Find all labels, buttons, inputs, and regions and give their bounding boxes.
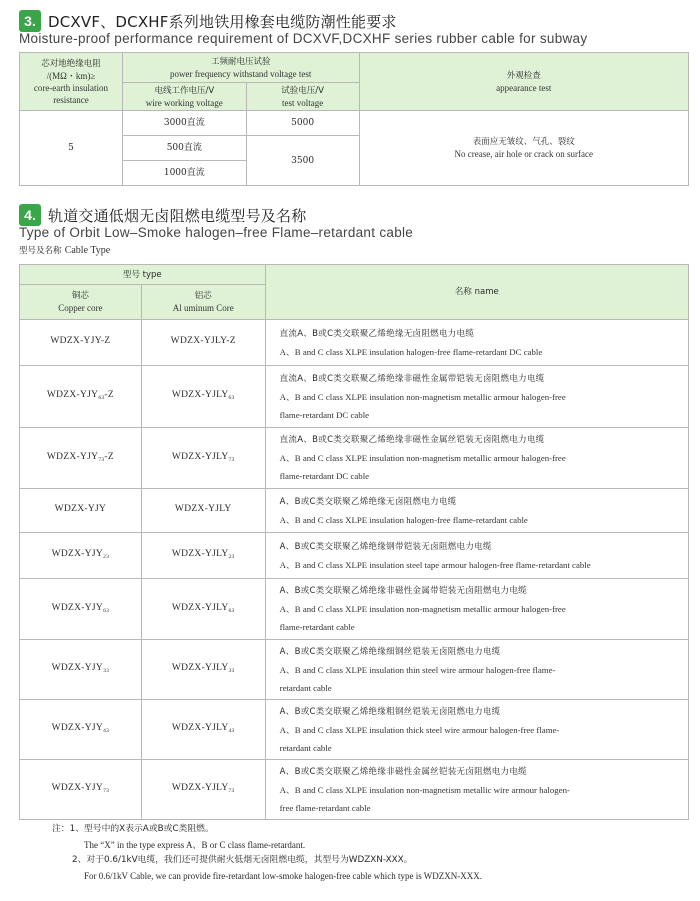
table-row bbox=[20, 579, 689, 640]
cable-name-cell bbox=[265, 533, 688, 579]
cable-name-cell bbox=[265, 489, 688, 533]
copper-model-cell-suffix: -Z bbox=[104, 451, 114, 462]
insulation-header-unit: /(MΩ・km)≥ bbox=[46, 70, 96, 81]
copper-model-cell-base: WDZX-YJY bbox=[46, 390, 99, 400]
section3-number-badge: 3. bbox=[19, 10, 41, 32]
cable-name-en: flame-retardant DC cable bbox=[279, 409, 370, 420]
copper-model-cell bbox=[20, 489, 142, 533]
section3-heading bbox=[19, 10, 397, 32]
table-row bbox=[20, 700, 689, 760]
copper-model-cell-base: WDZX-YJY bbox=[51, 723, 104, 733]
aluminum-model-cell-base: WDZX-YJLY-Z bbox=[170, 336, 236, 346]
section4-heading bbox=[19, 204, 306, 226]
cable-name-zh: A、B或C类交联聚乙烯绝缘非磁性金属丝铠装无卤阻燃电力电缆 bbox=[279, 766, 527, 777]
cable-type-label-en: Cable Type bbox=[64, 245, 111, 256]
copper-model-cell-base: WDZX-YJY-Z bbox=[50, 336, 111, 346]
copper-model-cell-base: WDZX-YJY bbox=[51, 549, 104, 559]
test-header-zh: 试验电压/V bbox=[281, 85, 324, 96]
aluminum-model-cell-subscript: 23 bbox=[228, 554, 235, 560]
copper-model-cell bbox=[20, 533, 142, 579]
working-voltage-cell: 500直流 bbox=[122, 136, 246, 161]
copper-model-cell bbox=[20, 700, 142, 760]
cable-name-en: A、B and C class XLPE insulation steel tape armour halogen-free flame-retardant cable bbox=[279, 559, 591, 570]
copper-model-cell-base: WDZX-YJY bbox=[46, 451, 99, 462]
moisture-proof-table bbox=[19, 52, 689, 186]
working-voltage-cell: 3000直流 bbox=[122, 111, 246, 136]
insulation-header-zh: 芯对地绝缘电阻 bbox=[41, 58, 101, 69]
appearance-value-zh: 表面应无皱纹、气孔、裂纹 bbox=[472, 137, 575, 147]
aluminum-model-cell bbox=[141, 640, 265, 700]
cable-name-en: free flame-retardant cable bbox=[279, 802, 371, 813]
cable-name-zh: A、B或C类交联聚乙烯绝缘粗钢丝铠装无卤阻燃电力电缆 bbox=[279, 706, 501, 717]
table-row bbox=[20, 428, 689, 489]
aluminum-model-cell bbox=[141, 760, 265, 820]
cable-name-zh: 直流A、B或C类交联聚乙烯绝缘非磁性金属带铠装无卤阻燃电力电缆 bbox=[279, 373, 545, 384]
cable-name-cell bbox=[265, 700, 688, 760]
section4-number-badge: 4. bbox=[19, 204, 41, 226]
aluminum-model-cell-subscript: 63 bbox=[228, 395, 235, 401]
section3-subtitle: Moisture-proof performance requirement of DCXVF,DCXHF series rubber cable for subway bbox=[19, 31, 588, 46]
copper-model-cell-subscript: 73 bbox=[98, 456, 105, 463]
copper-model-cell-subscript: 73 bbox=[103, 788, 110, 794]
insulation-header-en: core-earth insulation resistance bbox=[33, 82, 109, 105]
appearance-value bbox=[359, 111, 688, 186]
aluminum-model-cell bbox=[141, 366, 265, 428]
insulation-value: 5 bbox=[20, 111, 123, 186]
copper-model-cell bbox=[20, 428, 142, 489]
cable-name-cell bbox=[265, 428, 688, 489]
copper-model-cell bbox=[20, 579, 142, 640]
test-header-en: test voltage bbox=[281, 97, 324, 108]
aluminum-model-cell bbox=[141, 533, 265, 579]
copper-model-cell-suffix: -Z bbox=[104, 390, 114, 400]
copper-model-cell bbox=[20, 366, 142, 428]
aluminum-model-cell bbox=[141, 320, 265, 366]
table-row bbox=[20, 533, 689, 579]
cable-name-zh: 直流A、B或C类交联聚乙烯绝缘无卤阻燃电力电缆 bbox=[279, 328, 475, 339]
aluminum-model-cell bbox=[141, 428, 265, 489]
appearance-value-en: No crease, air hole or crack on surface bbox=[454, 149, 593, 159]
copper-model-cell-subscript: 63 bbox=[98, 395, 105, 401]
test-voltage-cell: 5000 bbox=[246, 111, 359, 136]
aluminum-model-cell-base: WDZX-YJLY bbox=[174, 504, 232, 514]
note-1-zh: 注：1、型号中的X表示A或B或C类阻燃。 bbox=[52, 824, 214, 834]
copper-model-cell bbox=[20, 640, 142, 700]
copper-model-cell-base: WDZX-YJY bbox=[54, 504, 107, 514]
table-row bbox=[20, 640, 689, 700]
cable-name-cell bbox=[265, 640, 688, 700]
cable-name-en: A、B and C class XLPE insulation non-magnetism metallic armour halogen-free bbox=[279, 391, 566, 402]
section4-title: 轨道交通低烟无卤阻燃电缆型号及名称 bbox=[48, 206, 307, 225]
working-header-en: wire working voltage bbox=[145, 97, 223, 108]
cable-type-label bbox=[19, 244, 110, 256]
cable-name-zh: A、B或C类交联聚乙烯绝缘钢带铠装无卤阻燃电力电缆 bbox=[279, 541, 492, 552]
aluminum-model-cell-subscript: 73 bbox=[228, 456, 235, 463]
test-voltage-header bbox=[246, 83, 359, 111]
copper-header-en: Copper core bbox=[58, 303, 103, 313]
appearance-header-zh: 外观检查 bbox=[506, 70, 541, 81]
cable-name-en: A、B and C class XLPE insulation non-magnetism metallic wire armour halogen- bbox=[279, 784, 570, 795]
withstand-header-zh: 工频耐电压试验 bbox=[210, 56, 271, 67]
aluminum-model-cell bbox=[141, 579, 265, 640]
copper-header-zh: 铜芯 bbox=[71, 291, 89, 301]
aluminum-core-header bbox=[141, 285, 265, 320]
note-2-en: For 0.6/1kV Cable, we can provide fire-retardant low-smoke halogen-free cable which type is WDZXN-XXX. bbox=[84, 870, 483, 881]
note-2-zh: 2、对于0.6/1kV电缆，我们还可提供耐火低烟无卤阻燃电缆，其型号为WDZXN-XXX。 bbox=[72, 855, 413, 865]
aluminum-header-zh: 铝芯 bbox=[194, 291, 212, 301]
cable-name-en: flame-retardant cable bbox=[279, 622, 355, 632]
working-header-zh: 电线工作电压/V bbox=[154, 85, 215, 96]
cable-name-cell bbox=[265, 579, 688, 640]
copper-core-header bbox=[20, 285, 142, 320]
table-row bbox=[20, 320, 689, 366]
withstand-header-en: power frequency withstand voltage test bbox=[169, 68, 312, 79]
cable-type-table bbox=[19, 264, 689, 820]
copper-model-cell-base: WDZX-YJY bbox=[51, 783, 104, 793]
notes bbox=[52, 822, 482, 884]
copper-model-cell-subscript: 23 bbox=[103, 554, 110, 560]
copper-model-cell-subscript: 43 bbox=[103, 728, 110, 734]
cable-name-en: A、B and C class XLPE insulation halogen-free flame-retardant cable bbox=[279, 514, 528, 525]
copper-model-cell-subscript: 33 bbox=[103, 668, 110, 674]
aluminum-header-en: Al uminum Core bbox=[172, 303, 234, 313]
appearance-header bbox=[359, 53, 688, 111]
copper-model-cell-base: WDZX-YJY bbox=[51, 663, 104, 673]
copper-model-cell-subscript: 63 bbox=[103, 607, 110, 614]
cable-name-en: retardant cable bbox=[279, 742, 332, 753]
aluminum-model-cell-base: WDZX-YJLY bbox=[171, 549, 229, 559]
cable-name-zh: A、B或C类交联聚乙烯绝缘细钢丝铠装无卤阻燃电力电缆 bbox=[279, 646, 501, 657]
insulation-resistance-header bbox=[20, 53, 123, 111]
copper-model-cell bbox=[20, 760, 142, 820]
cable-name-zh: 直流A、B或C类交联聚乙烯绝缘非磁性金属丝铠装无卤阻燃电力电缆 bbox=[279, 435, 545, 445]
aluminum-model-cell bbox=[141, 489, 265, 533]
cable-name-en: A、B and C class XLPE insulation non-magnetism metallic armour halogen-free bbox=[279, 604, 566, 614]
aluminum-model-cell-subscript: 33 bbox=[228, 668, 235, 674]
type-header: 型号 type bbox=[20, 265, 266, 285]
cable-name-en: A、B and C class XLPE insulation thick steel wire armour halogen-free flame- bbox=[279, 724, 560, 735]
aluminum-model-cell-subscript: 63 bbox=[228, 607, 235, 614]
working-voltage-header bbox=[122, 83, 246, 111]
name-header: 名称 name bbox=[265, 265, 688, 320]
cable-name-cell bbox=[265, 320, 688, 366]
cable-name-zh: A、B或C类交联聚乙烯绝缘非磁性金属带铠装无卤阻燃电力电缆 bbox=[279, 586, 527, 596]
cable-type-label-zh: 型号及名称 bbox=[19, 246, 62, 256]
cable-name-en: flame-retardant DC cable bbox=[279, 471, 370, 481]
withstand-voltage-header bbox=[122, 53, 359, 83]
aluminum-model-cell-base: WDZX-YJLY bbox=[171, 723, 229, 733]
aluminum-model-cell bbox=[141, 700, 265, 760]
cable-name-en: A、B and C class XLPE insulation non-magnetism metallic armour halogen-free bbox=[279, 453, 566, 463]
cable-name-cell bbox=[265, 760, 688, 820]
cable-name-en: A、B and C class XLPE insulation halogen-free flame-retardant DC cable bbox=[279, 346, 543, 357]
aluminum-model-cell-base: WDZX-YJLY bbox=[171, 451, 229, 462]
section4-subtitle: Type of Orbit Low–Smoke halogen–free Flame–retardant cable bbox=[19, 225, 414, 240]
section3-title: DCXVF、DCXHF系列地铁用橡套电缆防潮性能要求 bbox=[48, 12, 397, 31]
cable-name-cell bbox=[265, 366, 688, 428]
aluminum-model-cell-base: WDZX-YJLY bbox=[171, 390, 229, 400]
test-voltage-cell: 3500 bbox=[246, 136, 359, 186]
cable-name-en: A、B and C class XLPE insulation thin steel wire armour halogen-free flame- bbox=[279, 664, 556, 675]
table-row bbox=[20, 489, 689, 533]
table-row bbox=[20, 760, 689, 820]
cable-name-zh: A、B或C类交联聚乙烯绝缘无卤阻燃电力电缆 bbox=[279, 496, 457, 507]
copper-model-cell bbox=[20, 320, 142, 366]
aluminum-model-cell-base: WDZX-YJLY bbox=[171, 663, 229, 673]
cable-name-en: retardant cable bbox=[279, 682, 332, 693]
aluminum-model-cell-subscript: 43 bbox=[228, 728, 235, 734]
aluminum-model-cell-subscript: 73 bbox=[228, 788, 235, 794]
copper-model-cell-base: WDZX-YJY bbox=[51, 602, 104, 613]
appearance-header-en: appearance test bbox=[496, 82, 552, 93]
note-1-en: The “X” in the type express A、B or C class flame-retardant. bbox=[84, 839, 306, 850]
working-voltage-cell: 1000直流 bbox=[122, 161, 246, 186]
aluminum-model-cell-base: WDZX-YJLY bbox=[171, 783, 229, 793]
table-row bbox=[20, 366, 689, 428]
aluminum-model-cell-base: WDZX-YJLY bbox=[171, 602, 229, 613]
